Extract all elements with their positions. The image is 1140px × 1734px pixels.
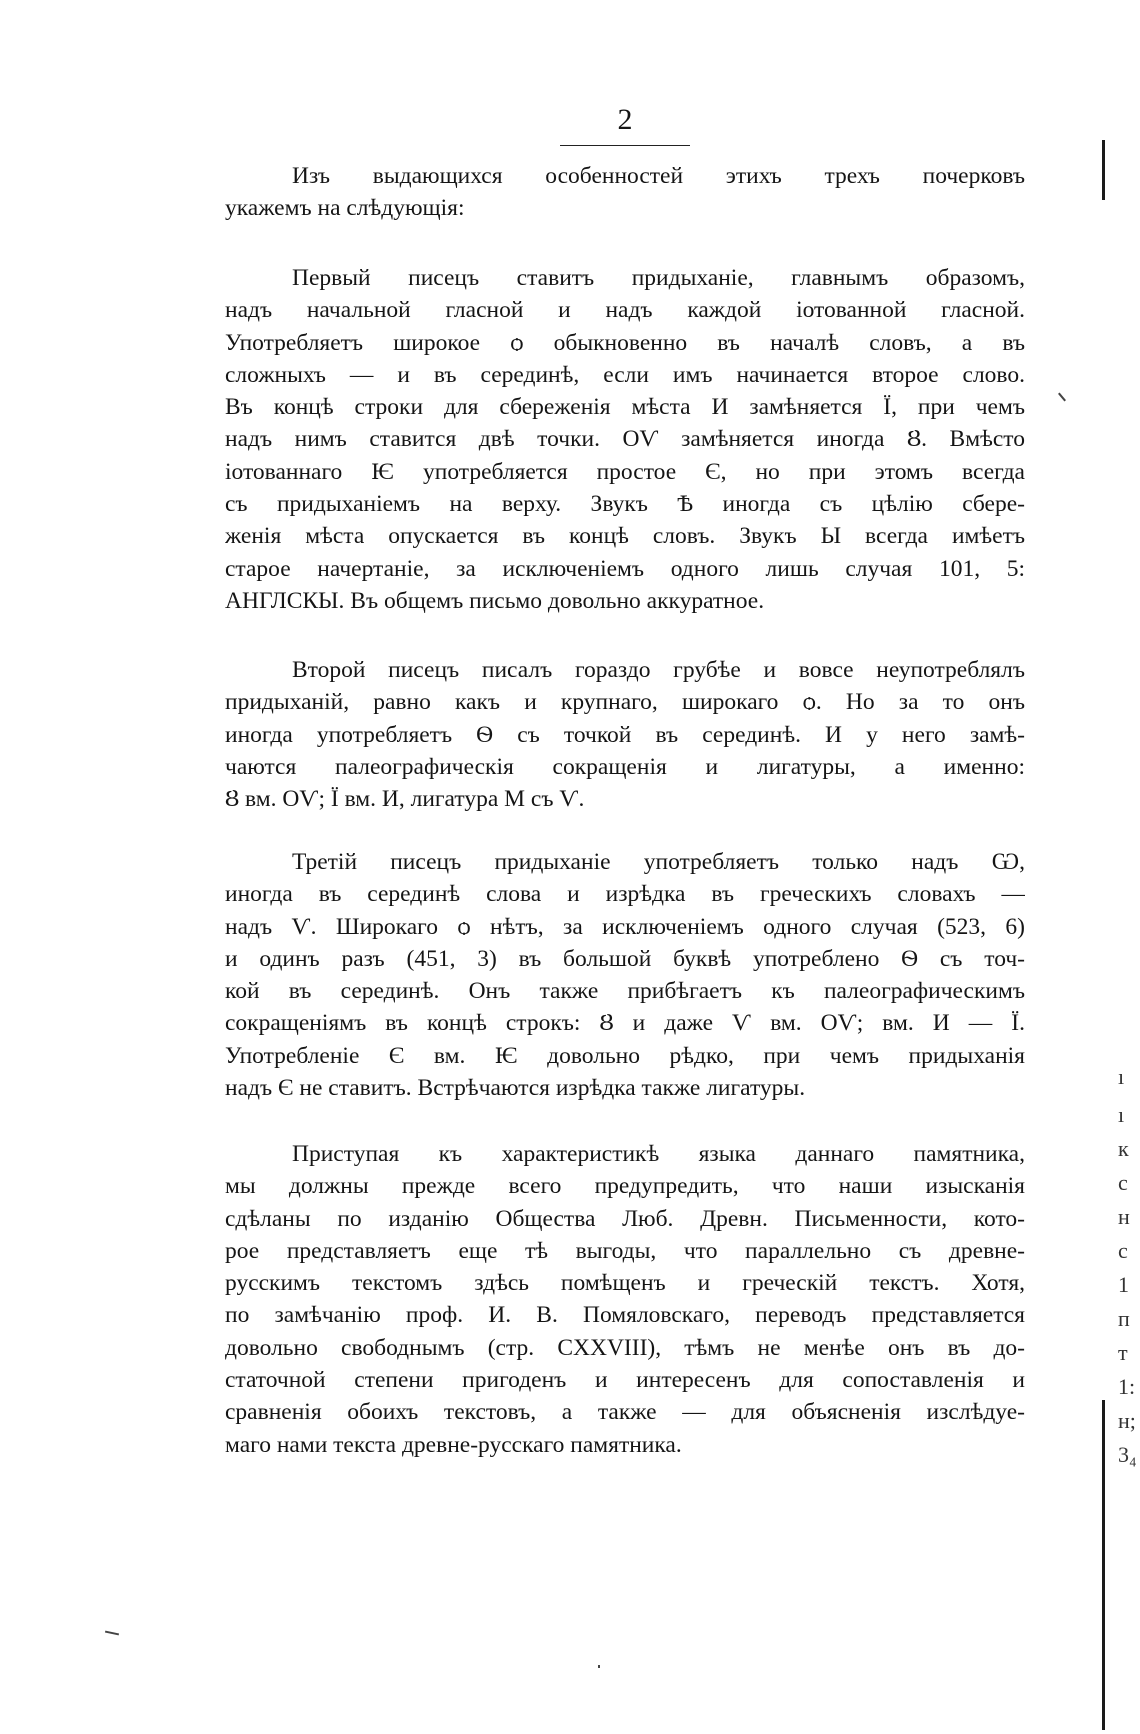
paragraph-1 [225,160,1025,225]
margin-bleed-char: ı [1118,1102,1125,1127]
text-line: сдѣланы по изданію Общества Люб. Древн. Письменности, кото- [225,1205,1025,1232]
scan-speck [105,1631,119,1636]
text-line: надъ Ѵ. Широкаго ѻ нѣтъ, за исключеніемъ одного случая (523, 6) [225,913,1025,940]
text-line: и одинъ разъ (451, 3) въ большой буквѣ употреблено Ѳ съ точ- [225,945,1025,972]
margin-bleed-char: т [1118,1340,1128,1365]
margin-bleed-char: н [1118,1204,1130,1229]
text-line: статочной степени пригоденъ и интересенъ для сопоставленія и [225,1367,1025,1394]
text-line: съ придыханіемъ на верху. Звукъ Ѣ иногда съ цѣлію сбере- [225,491,1025,518]
text-line: придыханій, равно какъ и крупнаго, широкаго ѻ. Но за то онъ [225,689,1025,716]
scan-speck [598,1665,600,1668]
binding-edge-rule [1102,1400,1105,1730]
text-line: надъ Є не ставитъ. Встрѣчаются изрѣдка также лигатуры. [225,1075,806,1102]
text-line: сокращеніямъ въ концѣ строкъ: Ȣ и даже Ѵ вм. ОѴ; вм. И — Ї. [225,1010,1025,1037]
paragraph-2 [225,262,1025,617]
text-line: иногда употребляетъ Ѳ съ точкой въ серединѣ. И у него замѣ- [225,721,1025,748]
text-line: Въ концѣ строки для сбереженія мѣста И замѣняется Ї, при чемъ [225,394,1025,421]
text-line: іотованнаго Ѥ употребляется простое Є, но при этомъ всегда [225,458,1025,485]
text-line: Второй писецъ писалъ гораздо грубѣе и вовсе неупотреблялъ [292,657,1025,683]
text-line: Приступая къ характеристикѣ языка даннаго памятника, [292,1141,1025,1167]
paragraph-4 [225,846,1025,1104]
text-line: Первый писецъ ставитъ придыханіе, главнымъ образомъ, [292,265,1025,291]
margin-bleed-char: 3₄ [1118,1442,1137,1467]
margin-bleed-char: с [1118,1238,1128,1263]
margin-bleed-char: п [1118,1306,1130,1331]
margin-bleed-char: н; [1118,1408,1136,1433]
text-line: Употребляетъ широкое ѻ обыкновенно въ началѣ словъ, а въ [225,329,1025,356]
scan-speck [1058,393,1066,402]
margin-bleed-char: 1: [1118,1374,1136,1399]
text-line: надъ нимъ ставится двѣ точки. ОѴ замѣняется иногда Ȣ. Вмѣсто [225,426,1025,453]
binding-edge-rule [1102,140,1105,200]
page-number: 2 [617,103,633,136]
text-line: Ȣ вм. ОѴ; Ї вм. И, лигатура М съ Ѵ. [225,786,585,813]
paragraph-3 [225,654,1025,815]
text-line: женія мѣста опускается въ концѣ словъ. Звукъ Ы всегда имѣетъ [225,523,1025,550]
text-line: иногда въ серединѣ слова и изрѣдка въ греческихъ словахъ — [225,881,1025,908]
margin-bleed-char: к [1118,1136,1129,1161]
text-line: старое начертаніе, за исключеніемъ одного лишь случая 101, 5: [225,555,1025,582]
text-line: сложныхъ — и въ серединѣ, если имъ начинается второе слово. [225,361,1025,388]
paragraph-5 [225,1138,1025,1461]
text-line: мы должны прежде всего предупредить, что наши изысканія [225,1173,1025,1200]
text-line: укажемъ на слѣдующія: [225,195,465,222]
text-line: кой въ серединѣ. Онъ также прибѣгаетъ къ палеографическимъ [225,978,1025,1005]
margin-bleed-char: 1 [1118,1272,1129,1297]
margin-bleed-char: ı [1118,1064,1125,1089]
page-number-rule [560,145,690,146]
text-line: Третій писецъ придыханіе употребляетъ только надъ Ѡ, [292,849,1025,875]
text-line: надъ начальной гласной и надъ каждой іотованной гласной. [225,297,1025,324]
text-line: довольно свободнымъ (стр. CXXVIII), тѣмъ не менѣе онъ въ до- [225,1334,1025,1361]
text-line: чаются палеографическія сокращенія и лигатуры, а именно: [225,753,1025,780]
text-line: Употребленіе Є вм. Ѥ довольно рѣдко, при чемъ придыханія [225,1042,1025,1069]
text-line: АНГЛСКЫ. Въ общемъ письмо довольно аккуратное. [225,587,765,614]
text-line: по замѣчанію проф. И. В. Помяловскаго, переводъ представляется [225,1302,1025,1329]
text-line: маго нами текста древне-русскаго памятника. [225,1431,682,1458]
text-line: русскимъ текстомъ здѣсь помѣщенъ и греческій текстъ. Хотя, [225,1270,1025,1297]
text-line: Изъ выдающихся особенностей этихъ трехъ почерковъ [292,163,1025,189]
text-line: рое представляетъ еще тѣ выгоды, что параллельно съ древне- [225,1237,1025,1264]
text-line: сравненія обоихъ текстовъ, а также — для объясненія изслѣдуе- [225,1399,1025,1426]
margin-bleed-char: с [1118,1170,1128,1195]
